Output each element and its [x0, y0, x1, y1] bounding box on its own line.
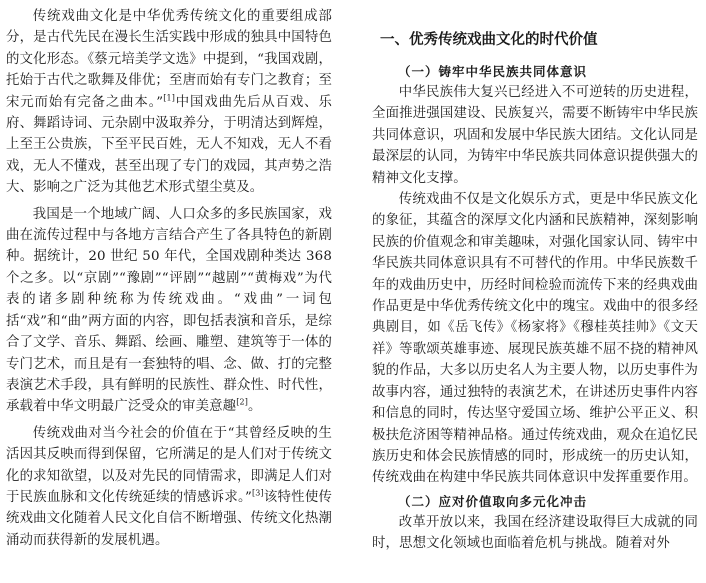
paragraph-5: 传统戏曲不仅是文化娱乐方式，更是中华民族文化的象征，其蕴含的深厚文化内涵和民族精神，深刻影响民族的价值观念和审美趣味，对强化国家认同、铸牢中华民族共同体意识具有不可替代的作用。中华民族数千年的戏曲历史中，历经时间检验而流传下来的经典戏曲作品更是中华优秀传统文化中的瑰宝。戏曲中的很多经典剧目，如《岳飞传》《杨家将》《穆桂英挂帅》《文天祥》等歌颂英雄事迹、展现民族英雄不屈不挠的精神风貌的作品，大多以历史名人为主要人物，以历史事件为故事内容，通过独特的表演艺术，在讲述历史事件内容和信息的同时，传达坚守爱国立场、维护公平正义、积极扶危济困等精神品格。通过传统戏曲，观众在追忆民族历史和体会民族情感的同时，形成统一的历史认知，传统戏曲在构建中华民族共同体意识中发挥重要作用。: [372, 192, 698, 486]
paragraph-1: [6, 6, 332, 199]
paragraph-3: [6, 423, 332, 551]
paragraph-4: 中华民族伟大复兴已经进入不可逆转的历史进程，全面推进强国建设、民族复兴，需要不断铸牢中华民族共同体意识，巩固和发展中华民族大团结。文化认同是最深层的认同，为铸牢中华民族共同体意识提供强大的精神文化支撑。: [372, 85, 698, 186]
subsection-heading-2: （二）应对价值取向多元化冲击: [398, 493, 588, 509]
paragraph-1-text-b: 中国戏曲先后从百戏、乐府、舞蹈诗词、元杂剧中汲取养分，于明清达到辉煌，上至王公贵族，下至平民百姓，无人不知戏，无人不看戏，无人不懂戏，甚至出现了专门的戏园，其声势之浩大、影响之广泛为其他艺术形式望尘莫及。: [6, 94, 332, 196]
paragraph-2-text-b: 。: [248, 399, 262, 415]
paragraph-3-text-b: 该特性使传统戏曲文化随着人民文化自信不断增强、传统文化热潮涌动而获得新的发展机遇。: [6, 489, 333, 548]
left-column: [6, 6, 332, 551]
citation-ref-1: [1]: [163, 93, 176, 103]
citation-ref-3: [3]: [251, 488, 264, 498]
subsection-heading-1: （一）铸牢中华民族共同体意识: [398, 64, 588, 79]
right-column: [372, 6, 698, 555]
paragraph-2: [6, 204, 332, 418]
citation-ref-2: [2]: [236, 397, 248, 407]
paragraph-2-text-a: 我国是一个地域广阔、人口众多的多民族国家，戏曲在流传过程中与各地方言结合产生了各具特色的新剧种。据统计，20 世纪 50 年代，全国戏剧种类达 368 个之多。以“京剧”“豫剧”“评剧”“越剧”“黄梅戏”为代表的诸多剧种统称为传统戏曲。“戏曲”一词包括“戏”和“曲”两方面的内容，即包括表演和音乐，是综合了文学、音乐、舞蹈、绘画、雕塑、建筑等于一体的专门艺术，而且是有一套独特的唱、念、做、打的完整表演艺术手段，具有鲜明的民族性、群众性、时代性，承载着中华文明最广泛受众的审美意趣: [6, 206, 332, 415]
section-heading: 一、优秀传统戏曲文化的时代价值: [380, 32, 598, 48]
paragraph-3-text-a: 传统戏曲对当今社会的价值在于“其曾经反映的生活因其反映而得到保留，它所满足的是人们对于传统文化的求知欲望，以及对先民的同情需求，即满足人们对于民族血脉和文化传统延续的情感诉求。”: [6, 425, 332, 505]
paragraph-1-text-a: 传统戏曲文化是中华优秀传统文化的重要组成部分，是古代先民在漫长生活实践中形成的独具中国特色的文化形态。《蔡元培美学文选》中提到，“我国戏剧，托始于古代之歌舞及俳优；至唐而始有专门之教育；至宋元而始有完备之曲本。”: [6, 9, 332, 110]
paragraph-6: 改革开放以来，我国在经济建设取得巨大成就的同时，思想文化领域也面临着危机与挑战。随着对外: [372, 514, 698, 552]
